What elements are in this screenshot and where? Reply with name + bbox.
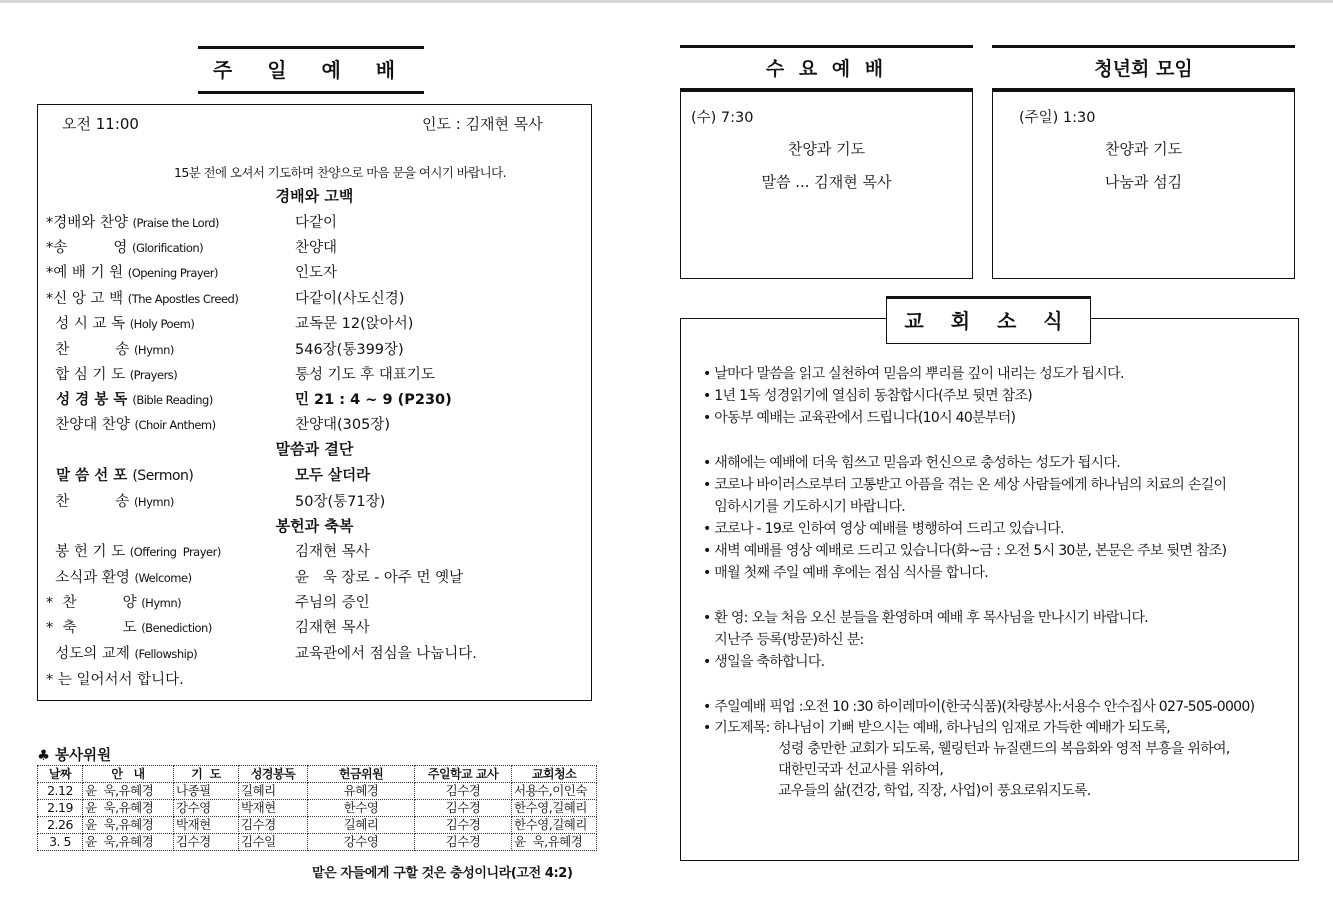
youth-meeting-title: 청년회 모임	[992, 45, 1295, 91]
order-value: 찬양대	[295, 240, 338, 256]
order-english: (Offering Prayer)	[129, 545, 221, 559]
order-label: *신 앙 고 백	[46, 291, 124, 307]
order-english: (Prayers)	[129, 368, 178, 382]
cell: 2.26	[38, 817, 83, 834]
col-prayer: 기 도	[174, 766, 239, 783]
sunday-notice: 15분 전에 오셔서 기도하며 찬양으로 마음 문을 여시기 바랍니다.	[174, 165, 506, 180]
cell: 한수영,길혜리	[512, 800, 597, 817]
youth-line: 찬양과 기도	[1104, 140, 1183, 158]
news-line: • 매월 첫째 주일 예배 후에는 점심 식사를 합니다.	[703, 565, 988, 581]
cell: 박재현	[174, 817, 239, 834]
order-english: (Bible Reading)	[132, 393, 213, 407]
youth-meeting-box	[992, 91, 1295, 279]
news-line: • 코로나 바이러스로부터 고통받고 아픔을 겪는 온 세상 사람들에게 하나님의 치료의 손길이	[703, 477, 1227, 493]
sunday-service-box	[37, 104, 592, 701]
order-value: 통성 기도 후 대표기도	[295, 367, 435, 383]
order-value: 다같이(사도신경)	[295, 291, 405, 307]
order-item	[38, 236, 591, 258]
order-value: 다같이	[295, 215, 338, 231]
cell: 나종필	[174, 783, 239, 800]
order-item	[38, 261, 591, 283]
col-teacher: 주일학교 교사	[415, 766, 512, 783]
order-value: 교육관에서 점심을 나눕니다.	[295, 646, 477, 662]
service-committee-title: ♣ 봉사위원	[37, 748, 112, 764]
order-item	[38, 413, 591, 435]
order-english: (Fellowship)	[134, 647, 198, 661]
sunday-time: 오전 11:00	[62, 115, 139, 133]
sunday-service-title: 주 일 예 배	[198, 46, 424, 94]
order-label: 말 씀 선 포	[46, 468, 128, 484]
table-row	[38, 817, 597, 834]
order-item	[38, 540, 591, 562]
service-committee-table	[37, 765, 597, 851]
order-item	[38, 616, 591, 638]
order-item	[38, 211, 591, 233]
wednesday-service-box	[680, 91, 973, 279]
col-date: 날짜	[38, 766, 83, 783]
order-label: *경배와 찬양	[46, 215, 128, 231]
order-value: 교독문 12(앉아서)	[295, 316, 414, 332]
order-label: *송 영	[46, 240, 128, 256]
cell: 한수영	[308, 800, 415, 817]
order-english: (Choir Anthem)	[134, 418, 216, 432]
order-item	[38, 591, 591, 613]
cell: 2.19	[38, 800, 83, 817]
order-value: 김재현 목사	[295, 544, 370, 560]
cell: 서용수,이인숙	[512, 783, 597, 800]
wednesday-time: (수) 7:30	[691, 110, 754, 126]
order-english: (Benediction)	[141, 621, 212, 635]
order-item	[38, 490, 591, 512]
order-label: 성 경 봉 독	[46, 392, 128, 408]
table-row	[38, 783, 597, 800]
cell: 유혜경	[308, 783, 415, 800]
news-line: 지난주 등록(방문)하신 분:	[703, 632, 864, 648]
news-line: 성령 충만한 교회가 되도록, 웰링턴과 뉴질랜드의 복음화와 영적 부흥을 위하여,	[703, 741, 1230, 757]
news-line: • 날마다 말씀을 읽고 실천하여 믿음의 뿌리를 깊이 내리는 성도가 됩시다.	[703, 366, 1124, 382]
standing-footnote: * 는 일어서서 합니다.	[46, 672, 184, 688]
order-label: * 찬 양	[46, 595, 137, 611]
order-value: 모두 살더라	[295, 468, 371, 484]
cell: 김수경	[239, 817, 308, 834]
wednesday-line: 말씀 ... 김재현 목사	[761, 173, 892, 191]
cell: 3. 5	[38, 834, 83, 851]
order-value: 윤 욱 장로 - 아주 먼 옛날	[295, 570, 464, 586]
order-english: (Hymn)	[141, 596, 182, 610]
news-line: • 새벽 예배를 영상 예배로 드리고 있습니다(화~금 : 오전 5시 30분, 본문은 주보 뒷면 참조)	[703, 543, 1227, 559]
cell: 길혜리	[308, 817, 415, 834]
col-cleaning: 교회청소	[512, 766, 597, 783]
col-offering: 헌금위원	[308, 766, 415, 783]
order-label: 합 심 기 도	[46, 367, 126, 383]
news-line: 임하시기를 기도하시기 바랍니다.	[703, 499, 906, 515]
order-english: (Opening Prayer)	[127, 266, 218, 280]
order-english: (The Apostles Creed)	[127, 292, 239, 306]
order-label: 찬 송	[46, 342, 130, 358]
order-english: (Holy Poem)	[129, 317, 195, 331]
church-news-box	[680, 318, 1299, 861]
order-value: 주님의 증인	[295, 595, 370, 611]
news-line: 교우들의 삶(건강, 학업, 직장, 사업)이 풍요로워지도록.	[703, 783, 1091, 799]
order-item	[38, 312, 591, 334]
table-row	[38, 834, 597, 851]
cell: 김수경	[174, 834, 239, 851]
cell: 윤 욱,유혜경	[83, 800, 174, 817]
section-heading-offering: 봉헌과 축복	[275, 517, 354, 535]
order-item	[38, 287, 591, 309]
scripture-verse: 맡은 자들에게 구할 것은 충성이니라(고전 4:2)	[312, 866, 573, 881]
cell: 김수경	[415, 783, 512, 800]
order-label: 찬 송	[46, 494, 130, 510]
order-value: 인도자	[295, 265, 338, 281]
order-english: (Sermon)	[132, 468, 194, 484]
news-line: 대한민국과 선교사를 위하여,	[703, 762, 944, 778]
top-border	[0, 0, 1333, 3]
cell: 강수영	[308, 834, 415, 851]
news-line: • 아동부 예배는 교육관에서 드립니다(10시 40분부터)	[703, 410, 1016, 426]
cell: 길혜리	[239, 783, 308, 800]
youth-line: 나눔과 섬김	[1104, 173, 1183, 191]
order-label: 소식과 환영	[46, 570, 130, 586]
order-label: 찬양대 찬양	[46, 417, 130, 433]
order-item	[38, 338, 591, 360]
wednesday-service-title: 수 요 예 배	[680, 45, 973, 91]
youth-time: (주일) 1:30	[1019, 110, 1096, 126]
cell: 윤 욱,유혜경	[83, 817, 174, 834]
order-label: 성도의 교제	[46, 646, 130, 662]
order-value: 민 21 : 4 ~ 9 (P230)	[295, 392, 452, 408]
church-news-title: 교 회 소 식	[886, 296, 1091, 344]
order-english: (Glorification)	[131, 241, 204, 255]
cell: 김수경	[415, 800, 512, 817]
order-english: (Praise the Lord)	[132, 216, 220, 230]
sunday-leader: 인도 : 김재현 목사	[422, 115, 543, 133]
col-reading: 성경봉독	[239, 766, 308, 783]
news-line: • 주일예배 픽업 :오전 10 :30 하이레마이(한국식품)(차량봉사:서용수 안수집사 027-505-0000)	[703, 699, 1255, 715]
news-line: • 기도제목: 하나님이 기뻐 받으시는 예배, 하나님의 임재로 가득한 예배가 되도록,	[703, 720, 1170, 736]
order-item	[38, 388, 591, 410]
col-usher: 안 내	[83, 766, 174, 783]
order-item	[38, 464, 591, 486]
news-line: • 1년 1독 성경읽기에 열심히 동참합시다(주보 뒷면 참조)	[703, 388, 1033, 404]
order-label: 성 시 교 독	[46, 316, 126, 332]
cell: 한수영,길혜리	[512, 817, 597, 834]
order-english: (Hymn)	[133, 343, 174, 357]
cell: 김수경	[415, 834, 512, 851]
order-english: (Hymn)	[133, 495, 174, 509]
section-heading-word: 말씀과 결단	[275, 440, 354, 458]
table-row	[38, 800, 597, 817]
order-english: (Welcome)	[134, 571, 192, 585]
wednesday-line: 찬양과 기도	[787, 140, 866, 158]
order-label: * 축 도	[46, 620, 137, 636]
order-value: 찬양대(305장)	[295, 417, 391, 433]
order-value: 546장(통399장)	[295, 342, 404, 358]
cell: 강수영	[174, 800, 239, 817]
order-value: 50장(통71장)	[295, 494, 386, 510]
order-item	[38, 363, 591, 385]
order-item	[38, 566, 591, 588]
cell: 윤 욱,유혜경	[83, 834, 174, 851]
order-item	[38, 642, 591, 664]
cell: 김수경	[415, 817, 512, 834]
section-heading-worship: 경배와 고백	[275, 187, 354, 205]
news-line: • 환 영: 오늘 처음 오신 분들을 환영하며 예배 후 목사님을 만나시기 바랍니다.	[703, 610, 1149, 626]
table-header-row	[38, 766, 597, 783]
cell: 윤 욱,유혜경	[83, 783, 174, 800]
news-line: • 코로나 - 19로 인하여 영상 예배를 병행하여 드리고 있습니다.	[703, 521, 1064, 537]
order-value: 김재현 목사	[295, 620, 370, 636]
cell: 윤 욱,유혜경	[512, 834, 597, 851]
cell: 박재현	[239, 800, 308, 817]
news-line: • 새해에는 예배에 더욱 힘쓰고 믿음과 헌신으로 충성하는 성도가 됩시다.	[703, 455, 1120, 471]
news-line: • 생일을 축하합니다.	[703, 654, 825, 670]
order-label: *예 배 기 원	[46, 265, 124, 281]
cell: 김수일	[239, 834, 308, 851]
order-label: 봉 헌 기 도	[46, 544, 126, 560]
cell: 2.12	[38, 783, 83, 800]
